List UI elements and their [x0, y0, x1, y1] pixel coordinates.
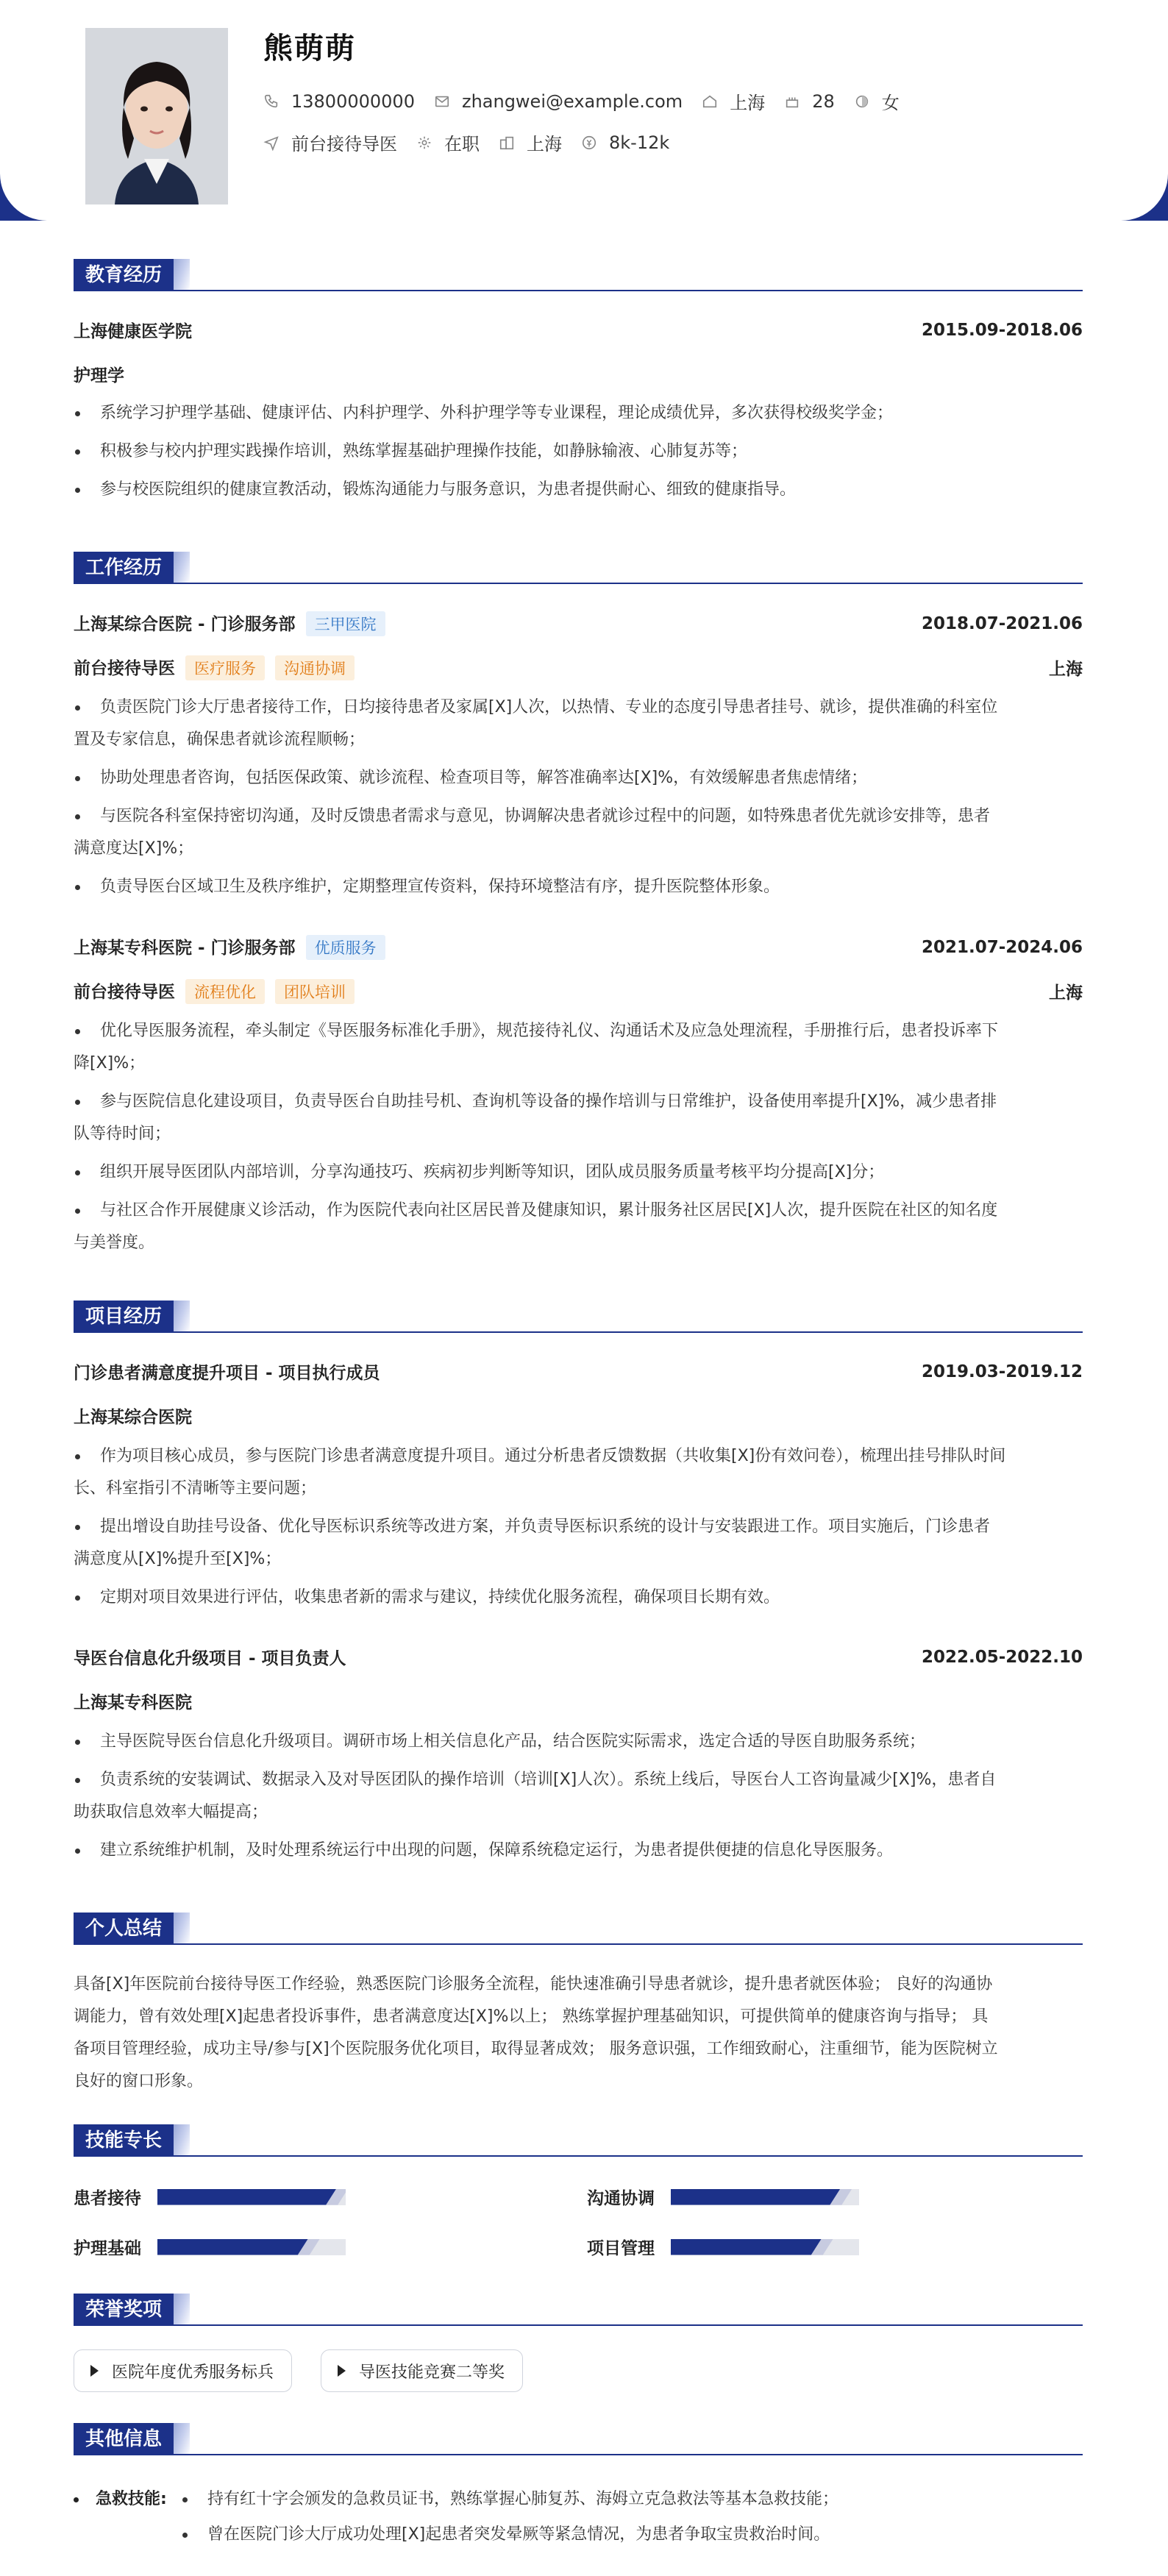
position-item: [263, 129, 397, 155]
company-tag: 优质服务: [306, 935, 385, 960]
skill-bar: [671, 2239, 859, 2255]
section-title: 荣誉奖项: [74, 2294, 174, 2326]
project-org: 上海某专科医院: [74, 1693, 192, 1712]
salary-item: [581, 132, 669, 153]
section-divider: [74, 2454, 1083, 2455]
candidate-name: 熊萌萌: [263, 32, 356, 65]
phone-text: 13800000000: [291, 90, 415, 112]
project-org: 上海某综合医院: [74, 1408, 192, 1427]
skill-bar-fill: [157, 2189, 336, 2205]
job-header: [74, 611, 1083, 636]
list-item-continued: 满意度从[X]%提升至[X]%；: [74, 1550, 282, 1568]
skill-label: 沟通协调: [587, 2189, 655, 2208]
job-bullets: [74, 691, 1083, 903]
list-item-continued: 与美誉度。: [74, 1234, 155, 1252]
job-bullets: [74, 1015, 1083, 1259]
skill-tag: 流程优化: [185, 979, 265, 1004]
list-item: 积极参与校内护理实践操作培训，熟练掌握基础护理操作技能，如静脉输液、心肺复苏等；: [100, 435, 1083, 468]
city-icon: [499, 135, 515, 151]
email-text: zhangwei@example.com: [461, 90, 683, 112]
project-header: [74, 1359, 1083, 1384]
list-item: 持有红十字会颁发的急救员证书，熟练掌握心肺复苏、海姆立克急救法等基本急救技能；: [207, 2483, 1083, 2516]
play-icon: [90, 2365, 99, 2377]
section-divider: [74, 583, 1083, 584]
major: 护理学: [74, 366, 124, 385]
major-row: [74, 362, 1083, 386]
skill-tag: 医疗服务: [185, 655, 265, 680]
location-text: 上海: [730, 93, 766, 113]
skill-item: [587, 2235, 859, 2259]
send-icon: [263, 135, 279, 151]
company-tag: 三甲医院: [306, 611, 385, 636]
summary-line: 备项目管理经验，成功主导/参与[X]个医院服务优化项目，取得显著成效； 服务意识强，工作细致耐心，注重细节，能为医院树立: [74, 2040, 998, 2058]
summary-line: 具备[X]年医院前台接待导医工作经验，熟悉医院门诊服务全流程，能快速准确引导患者就诊，提升患者就医体验； 良好的沟通协: [74, 1975, 993, 1993]
age-text: 28: [812, 90, 835, 112]
projects-section: [74, 1301, 1083, 1889]
list-item: 与社区合作开展健康义诊活动，作为医院代表向社区居民普及健康知识，累计服务社区居民[X]人次，提升医院在社区的知名度: [100, 1195, 1083, 1227]
list-item: 与医院各科室保持密切沟通，及时反馈患者需求与意见，协调解决患者就诊过程中的问题，如特殊患者优先就诊安排等，患者: [100, 800, 1083, 833]
location-item: [702, 88, 765, 114]
phone-item: [263, 91, 415, 112]
section-header: [74, 2124, 1083, 2158]
list-item: 主导医院导医台信息化升级项目。调研市场上相关信息化产品，结合医院实际需求，选定合适的导医自助服务系统；: [100, 1726, 1083, 1758]
email-icon: [434, 93, 450, 110]
other-section: [74, 2423, 1083, 2570]
skill-bar: [671, 2189, 859, 2205]
phone-icon: [263, 93, 279, 110]
skill-tag: 沟通协调: [275, 655, 355, 680]
education-bullets: [74, 397, 1083, 506]
section-header: [74, 2423, 1083, 2457]
project-name: 导医台信息化升级项目 - 项目负责人: [74, 1649, 346, 1668]
age-item: [784, 91, 835, 112]
skill-bar-fill: [671, 2239, 822, 2255]
skill-bar-fill: [157, 2239, 308, 2255]
project-bullets: [74, 1726, 1083, 1867]
salary-icon: [581, 135, 597, 151]
contact-row: [263, 88, 919, 114]
status-item: [416, 129, 480, 155]
skill-item: [587, 2185, 859, 2209]
email-item: [434, 91, 683, 112]
gender-item: [854, 88, 900, 114]
education-section: [74, 259, 1083, 524]
section-divider: [74, 2155, 1083, 2157]
list-item-continued: 助获取信息效率大幅提高；: [74, 1803, 268, 1821]
list-item: 协助处理患者咨询，包括医保政策、就诊流程、检查项目等，解答准确率达[X]%，有效缓解患者焦虑情绪；: [100, 762, 1083, 794]
skill-item: [74, 2235, 346, 2259]
company-name: 上海某综合医院 - 门诊服务部: [74, 615, 296, 634]
section-title: 教育经历: [74, 259, 174, 291]
award-label: 导医技能竞赛二等奖: [359, 2363, 505, 2382]
skill-item: [74, 2185, 346, 2209]
skill-label: 患者接待: [74, 2189, 141, 2208]
profile-header: [0, 0, 1168, 221]
list-item: 定期对项目效果进行评估，收集患者新的需求与建议，持续优化服务流程，确保项目长期有效。: [100, 1581, 1083, 1614]
section-title: 技能专长: [74, 2124, 174, 2157]
section-title: 工作经历: [74, 552, 174, 584]
city-item: [499, 129, 562, 155]
section-header: [74, 259, 1083, 293]
job-header: [74, 934, 1083, 960]
job-role: 前台接待导医: [74, 659, 175, 678]
skills-section: [74, 2124, 1083, 2264]
other-key: 急救技能:: [74, 2483, 167, 2516]
age-icon: [784, 93, 800, 110]
play-icon: [338, 2365, 346, 2377]
project-org-row: [74, 1689, 1083, 1713]
summary-section: [74, 1913, 1083, 2104]
list-item: 负责导医台区域卫生及秩序维护，定期整理宣传资料，保持环境整洁有序，提升医院整体形象。: [100, 871, 1083, 903]
work-section: [74, 552, 1083, 1287]
summary-line: 调能力，曾有效处理[X]起患者投诉事件，患者满意度达[X]%以上； 熟练掌握护理基础知识，可提供简单的健康咨询与指导； 具: [74, 2007, 989, 2026]
project-date: 2022.05-2022.10: [921, 1647, 1083, 1667]
summary-text: [74, 1968, 1083, 2098]
list-item: 负责系统的安装调试、数据录入及对导医团队的操作培训（培训[X]人次）。系统上线后，导医台人工咨询量减少[X]%，患者自: [100, 1764, 1083, 1796]
list-item: 优化导医服务流程，牵头制定《导医服务标准化手册》，规范接待礼仪、沟通话术及应急处理流程，手册推行后，患者投诉率下: [100, 1015, 1083, 1047]
school-name: 上海健康医学院: [74, 322, 192, 341]
education-row: [74, 318, 1083, 342]
project-header: [74, 1645, 1083, 1669]
section-header: [74, 1301, 1083, 1334]
job-role: 前台接待导医: [74, 983, 175, 1002]
skill-label: 项目管理: [587, 2239, 655, 2258]
other-bullets: [181, 2483, 1083, 2551]
city-text: 上海: [527, 134, 562, 154]
job-role-row: [74, 978, 1083, 1004]
project-bullets: [74, 1440, 1083, 1614]
gender-icon: [854, 93, 870, 110]
list-item: 提出增设自助挂号设备、优化导医标识系统等改进方案，并负责导医标识系统的设计与安装跟进工作。项目实施后，门诊患者: [100, 1511, 1083, 1543]
education-date: 2015.09-2018.06: [921, 320, 1083, 340]
section-header: [74, 552, 1083, 586]
job-date: 2018.07-2021.06: [921, 613, 1083, 633]
list-item: 参与校医院组织的健康宣教活动，锻炼沟通能力与服务意识，为患者提供耐心、细致的健康指导。: [100, 474, 1083, 506]
skill-bar: [157, 2189, 346, 2205]
home-icon: [702, 93, 718, 110]
award-item: [321, 2349, 523, 2392]
status-text: 在职: [444, 134, 480, 154]
section-divider: [74, 2324, 1083, 2326]
summary-line: 良好的窗口形象。: [74, 2072, 204, 2091]
status-icon: [416, 135, 432, 151]
skill-bar: [157, 2239, 346, 2255]
list-item: 建立系统维护机制，及时处理系统运行中出现的问题，保障系统稳定运行，为患者提供便捷的信息化导医服务。: [100, 1835, 1083, 1867]
list-item-continued: 满意度达[X]%；: [74, 839, 194, 858]
section-divider: [74, 290, 1083, 291]
section-divider: [74, 1331, 1083, 1333]
award-label: 医院年度优秀服务标兵: [112, 2363, 274, 2382]
skill-bar-fill: [671, 2189, 840, 2205]
gender-text: 女: [881, 93, 900, 113]
list-item: 系统学习护理学基础、健康评估、内科护理学、外科护理学等专业课程，理论成绩优异，多次获得校级奖学金；: [100, 397, 1083, 430]
section-header: [74, 1913, 1083, 1946]
list-item: 曾在医院门诊大厅成功处理[X]起患者突发晕厥等紧急情况，为患者争取宝贵救治时间。: [207, 2519, 1083, 2551]
job-intent-row: [263, 129, 688, 155]
avatar: [85, 28, 228, 204]
job-date: 2021.07-2024.06: [921, 937, 1083, 957]
section-title: 个人总结: [74, 1913, 174, 1945]
position-text: 前台接待导医: [291, 134, 397, 154]
salary-text: 8k-12k: [609, 132, 670, 153]
company-name: 上海某专科医院 - 门诊服务部: [74, 939, 296, 958]
section-header: [74, 2294, 1083, 2327]
list-item: 负责医院门诊大厅患者接待工作，日均接待患者及家属[X]人次，以热情、专业的态度引导患者挂号、就诊，提供准确的科室位: [100, 691, 1083, 724]
awards-section: [74, 2294, 1083, 2404]
section-title: 其他信息: [74, 2423, 174, 2455]
list-item-continued: 降[X]%；: [74, 1054, 146, 1072]
section-divider: [74, 1943, 1083, 1945]
job-city: 上海: [1049, 983, 1083, 1003]
list-item: 组织开展导医团队内部培训，分享沟通技巧、疾病初步判断等知识，团队成员服务质量考核平均分提高[X]分；: [100, 1156, 1083, 1189]
list-item-continued: 队等待时间；: [74, 1125, 171, 1143]
list-item-continued: 长、科室指引不清晰等主要问题；: [74, 1479, 317, 1498]
job-city: 上海: [1049, 660, 1083, 679]
project-date: 2019.03-2019.12: [921, 1362, 1083, 1381]
list-item-continued: 置及专家信息，确保患者就诊流程顺畅；: [74, 730, 366, 749]
award-item: [74, 2349, 292, 2392]
list-item: 作为项目核心成员，参与医院门诊患者满意度提升项目。通过分析患者反馈数据（共收集[X]份有效问卷），梳理出挂号排队时间: [100, 1440, 1083, 1473]
list-item: 参与医院信息化建设项目，负责导医台自助挂号机、查询机等设备的操作培训与日常维护，设备使用率提升[X]%，减少患者排: [100, 1086, 1083, 1118]
project-org-row: [74, 1403, 1083, 1428]
skill-tag: 团队培训: [275, 979, 355, 1004]
job-role-row: [74, 655, 1083, 680]
project-name: 门诊患者满意度提升项目 - 项目执行成员: [74, 1364, 380, 1383]
section-title: 项目经历: [74, 1301, 174, 1333]
skill-label: 护理基础: [74, 2239, 141, 2258]
